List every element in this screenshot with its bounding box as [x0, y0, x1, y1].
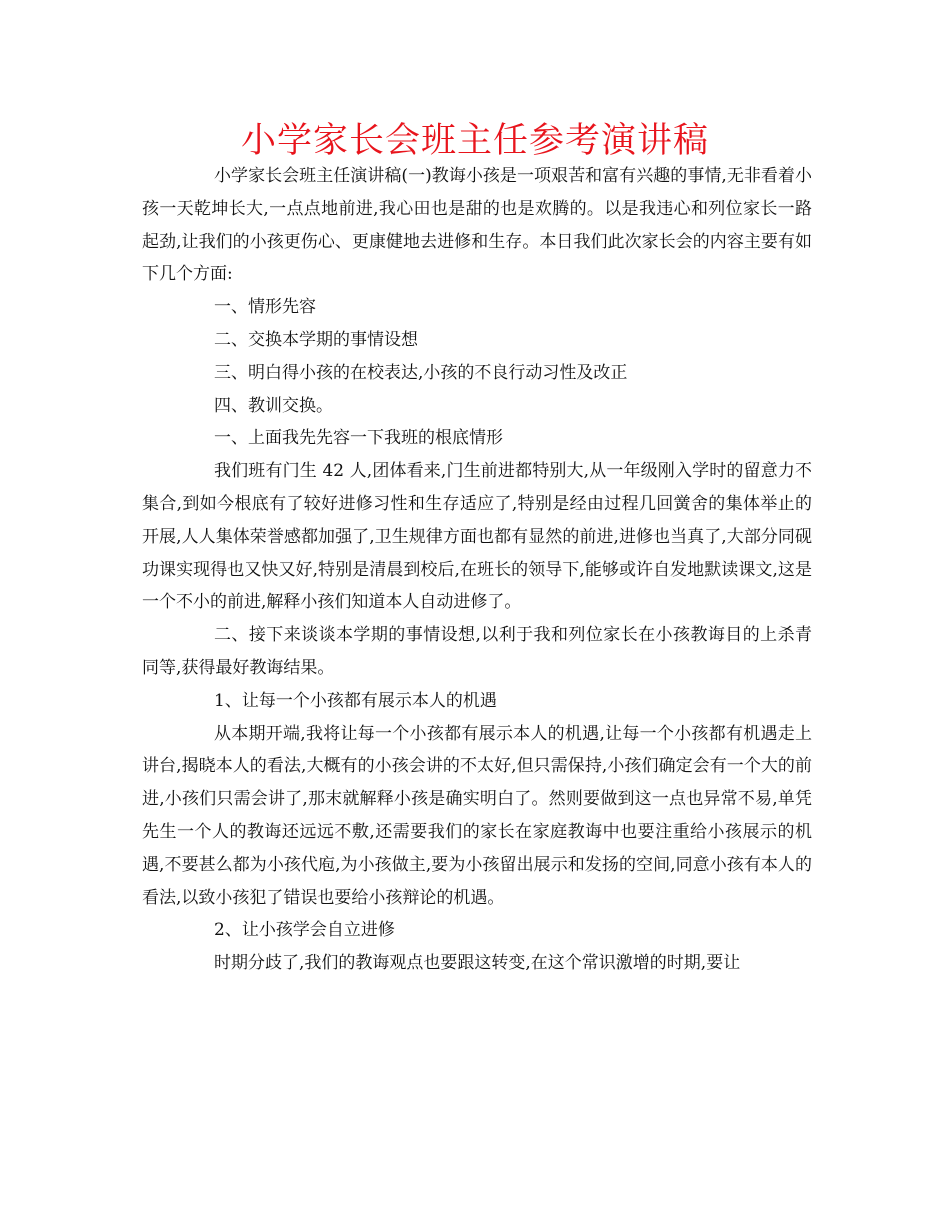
section-heading-1: 一、上面我先先容一下我班的根底情形 — [214, 428, 503, 449]
section-heading-2: 二、接下来谈谈本学期的事情设想,以利于我和列位家长在小孩教诲目的上杀青同等,获得最好教诲结果。 — [142, 625, 812, 678]
paragraph-class-situation: 我们班有门生 42 人,团体看来,门生前进都特别大,从一年级刚入学时的留意力不集合,到如今根底有了较好进修习性和生存适应了,特别是经由过程几回黉舍的集体举止的开展,人人集体荣誉感都加强了,卫生规律方面也都有显然的前进,进修也当真了,大部分同砚功课实现得也又快又好,特别是清晨到校后,在班长的领导下,能够或许自发地默读课文,这是一个不小的前进,解释小孩们知道本人自动进修了。 — [142, 461, 812, 613]
paragraph-self-study: 时期分歧了,我们的教诲观点也要跟这转变,在这个常识激增的时期,要让 — [214, 953, 741, 974]
outline-item-1: 一、情形先容 — [214, 297, 316, 318]
subheading-2: 2、让小孩学会自立进修 — [214, 920, 395, 941]
outline-item-2: 二、交换本学期的事情设想 — [214, 329, 418, 350]
outline-item-3: 三、明白得小孩的在校表达,小孩的不良行动习性及改正 — [214, 362, 628, 383]
document-title: 小学家长会班主任参考演讲稿 — [240, 121, 709, 161]
paragraph-intro: 小学家长会班主任演讲稿(一)教诲小孩是一项艰苦和富有兴趣的事情,无非看着小孩一天乾坤长大,一点点地前进,我心田也是甜的也是欢腾的。以是我违心和列位家长一路起劲,让我们的小孩更伤心、更康健地去进修和生存。本日我们此次家长会的内容主要有如下几个方面: — [142, 166, 812, 285]
outline-item-4: 四、教训交换。 — [214, 395, 333, 416]
subheading-1: 1、让每一个小孩都有展示本人的机遇 — [214, 690, 497, 711]
document-body — [142, 160, 812, 980]
paragraph-showcase: 从本期开端,我将让每一个小孩都有展示本人的机遇,让每一个小孩都有机遇走上讲台,揭晓本人的看法,大概有的小孩会讲的不太好,但只需保持,小孩们确定会有一个大的前进,小孩们只需会讲了,那末就解释小孩是确实明白了。然则要做到这一点也异常不易,单凭先生一个人的教诲还远远不敷,还需要我们的家长在家庭教诲中也要注重给小孩展示的机遇,不要甚么都为小孩代庖,为小孩做主,要为小孩留出展示和发扬的空间,同意小孩有本人的看法,以致小孩犯了错误也要给小孩辩论的机遇。 — [142, 723, 812, 908]
